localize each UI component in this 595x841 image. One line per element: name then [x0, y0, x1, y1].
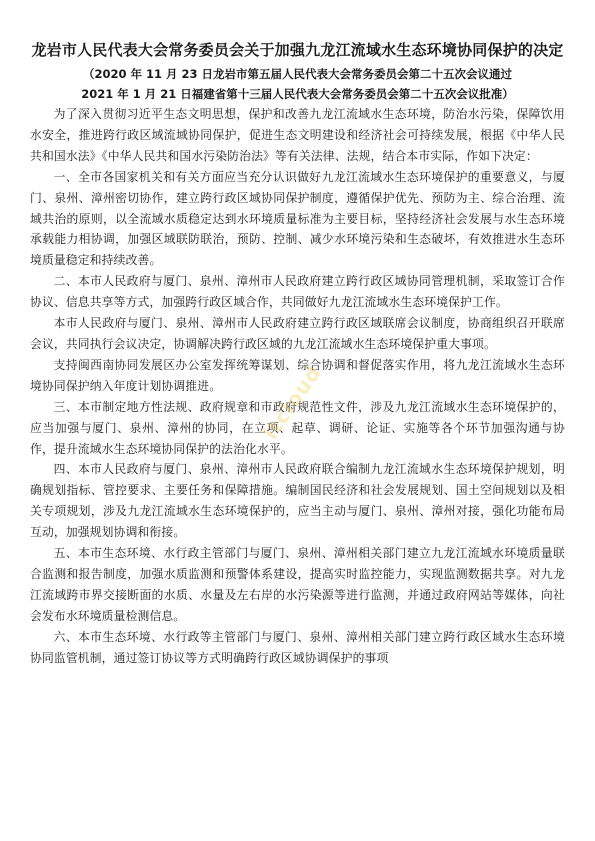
watermark-logo: itcloud [258, 360, 327, 444]
paragraph-preamble: 为了深入贯彻习近平生态文明思想，保护和改善九龙江流域水生态环境，防治水污染，保障饮用水安全，推进跨行政区域流域协同保护，促进生态文明建设和经济社会可持续发展，根据《中华人民共和国水法》《中华人民共和国水污染防治法》等有关法律、法规，结合本市实际，作如下决定： [30, 107, 565, 163]
document-body [30, 38, 565, 668]
document-subtitle-line-1: （2020 年 11 月 23 日龙岩市第五届人民代表大会常务委员会第二十五次会议通过 [82, 67, 513, 81]
paragraph-article-4: 四、本市人民政府与厦门、泉州、漳州市人民政府联合编制九龙江流域水生态环境保护规划，明确规划指标、管控要求、主要任务和保障措施。编制国民经济和社会发展规划、国土空间规划以及相关专项规划，涉及九龙江流域水生态环境保护的，应当主动与厦门、泉州、漳州对接，强化功能布局互动，加强规划协调和衔接。 [30, 462, 565, 540]
document-subtitle-line-2: 2021 年 1 月 21 日福建省第十三届人民代表大会常务委员会第二十五次会议批准） [81, 87, 514, 101]
paragraph-article-2: 二、本市人民政府与厦门、泉州、漳州市人民政府建立跨行政区域协同管理机制，采取签订合作协议、信息共享等方式，加强跨行政区域合作，共同做好九龙江流域水生态环境保护工作。 [30, 274, 565, 310]
paragraph-article-6: 六、本市生态环境、水行政等主管部门与厦门、泉州、漳州相关部门建立跨行政区域水生态环境协同监管机制，通过签订协议等方式明确跨行政区域协调保护的事项 [30, 629, 565, 665]
paragraph-article-3: 三、本市制定地方性法规、政府规章和市政府规范性文件，涉及九龙江流域水生态环境保护的，应当加强与厦门、泉州、漳州的协同，在立项、起草、调研、论证、实施等各个环节加强沟通与协作，提升流域水生态环境协同保护的法治化水平。 [30, 399, 565, 456]
document-title: 龙岩市人民代表大会常务委员会关于加强九龙江流域水生态环境协同保护的决定 [31, 41, 564, 59]
paragraph-article-2-support: 支持闽西南协同发展区办公室发挥统筹谋划、综合协调和督促落实作用，将九龙江流域水生态环境协同保护纳入年度计划协调推进。 [30, 357, 565, 393]
paragraph-article-5: 五、本市生态环境、水行政主管部门与厦门、泉州、漳州相关部门建立九龙江流域水环境质量联合监测和报告制度，加强水质监测和预警体系建设，提高实时监控能力，实现监测数据共享。对九龙江流域跨市界交接断面的水质、水量及左右岸的水污染源等进行监测，并通过政府网站等媒体，向社会发布水环境质量检测信息。 [30, 546, 565, 623]
paragraph-article-2-joint-meeting: 本市人民政府与厦门、泉州、漳州市人民政府建立跨行政区域联席会议制度，协商组织召开联席会议，共同执行会议决定，协调解决跨行政区域的九龙江流域水生态环境保护重大事项。 [30, 316, 565, 351]
paragraph-article-1: 一、全市各国家机关和有关方面应当充分认识做好九龙江流域水生态环境保护的重要意义，与厦门、泉州、漳州密切协作，建立跨行政区域协同保护制度，遵循保护优先、预防为主、综合治理、流域共治的原则，以全流域水质稳定达到水环境质量标准为主要目标，坚持经济社会发展与水生态环境承载能力相协调，加强区域联防联治，预防、控制、减少水环境污染和生态破坏，有效推进水生态环境质量稳定和持续改善。 [30, 169, 565, 268]
